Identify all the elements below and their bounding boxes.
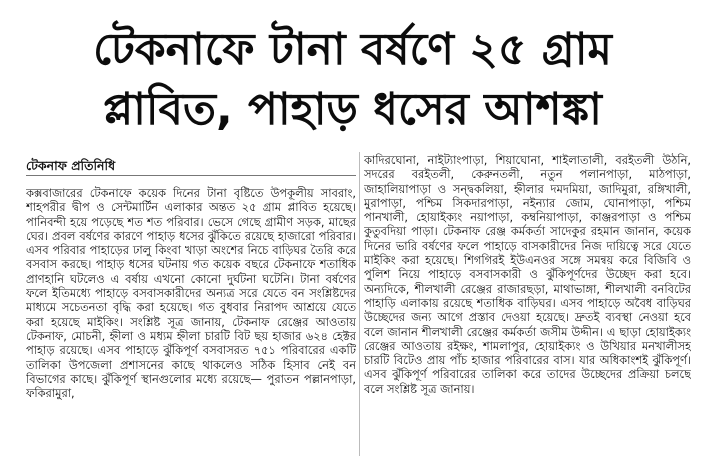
article-text-right: কাদিরঘোনা, নাইট্যাংপাড়া, শিয়াঘোনা, শাইলাতালী, বরইতলী উঠনি, সদরের বরইতলী, কেরুনতলী, নতুন পলানপাড়া, মাঠপাড়া, জাহালিয়াপাড়া ও সন্দ্বকলিয়া, হ্নীলার দমদমিয়া, জাদিমুরা, রঙ্গিখালী, মুরাপাড়া, পশ্চিম সিকদারপাড়া, নইন্যার জোম, ঘোনাপাড়া, পশ্চিম পানখালী, হোয়াইক্যং নয়াপাড়া, কম্বনিয়াপাড়া, কাঞ্জরপাড়া ও পশ্চিম কুতুবদিয়া পাড়া। টেকনাফ রেঞ্জ কর্মকর্তা সাদেকুর রহমান জানান, কয়েক দিনের ভারি বর্ষণের ফলে পাহাড়ে বাসকারীদের নিজ দায়িত্বে সরে যেতে মাইকিং করা হয়েছে। শিগগিরই ইউএনওর সঙ্গে সমন্বয় করে বিজিবি ও পুলিশ নিয়ে পাহাড়ে বসবাসকারী ও ঝুঁকিপূর্ণদের উচ্ছেদ করা হবে। অন্যদিকে, শীলখালী রেঞ্জের রাজারছড়া, মাথাভাঙ্গা, শীলখালী বনবিটের পাহাড়ি এলাকায় রয়েছে শতাধিক বাড়িঘর। এসব পাহাড়ে অবৈধ বাড়িঘর উচ্ছেদের জন্য আগে প্রস্তাব দেওয়া হয়েছে। দ্রুতই ব্যবস্থা নেওয়া হবে বলে জানান শীলখালী রেঞ্জের কর্মকর্তা জসীম উদ্দীন। এ ছাড়া হোয়াইক্যং রেঞ্জের আওতায় রইক্ষং, শামলাপুর, হোয়াইক্যং ও উখিয়ার মনখালীসহ চারটি বিটেও প্রায় পাঁচ হাজার পরিবারের বাস। যার অধিকাংশই ঝুঁকিপূর্ণ। এসব ঝুঁকিপূর্ণ পরিবারের তালিকা করে তাদের উচ্ছেদের প্রক্রিয়া চলছে বলে সংশ্লিষ্ট সূত্র জানায়। (364, 153, 691, 396)
article-text-left: কক্সবাজারের টেকনাফে কয়েক দিনের টানা বৃষ্টিতে উপকূলীয় সাবরাং, শাহপরীর দ্বীপ ও সেন্টমার্টিন এলাকার অন্তত ২৫ গ্রাম প্লাবিত হয়েছে। পানিবন্দী হয়ে পড়েছে শত শত পরিবার। ভেসে গেছে গ্রামীণ সড়ক, মাছের ঘের। প্রবল বর্ষণের কারণে পাহাড় ধসের ঝুঁকিতে রয়েছে হাজারো পরিবার। এসব পরিবার পাহাড়ের ঢালু কিংবা খাড়া অংশের নিচে বাড়িঘর তৈরি করে বসবাস করছে। পাহাড় ধসের ঘটনায় গত কয়েক বছরে টেকনাফে শতাধিক প্রাণহানি ঘটলেও এ বর্ষায় এখনো কোনো দুর্ঘটনা ঘটেনি। টানা বর্ষণের ফলে ইতিমধ্যে পাহাড়ে বসবাসকারীদের অন্যত্র সরে যেতে বন সংশ্লিষ্টদের মাধ্যমে সচেতনতা বৃদ্ধি করা হয়েছে। গত বুধবার নিরাপদ আশ্রয়ে যেতে করা হয়েছে মাইকিং। সংশ্লিষ্ট সূত্র জানায়, টেকনাফ রেঞ্জের আওতায় টেকনাফ, মোচনী, হ্নীলা ও মধ্যম হ্নীলা চারটি বিট ছয় হাজার ৬২৪ হেক্টর পাহাড় রয়েছে। এসব পাহাড়ে ঝুঁকিপূর্ণ বসবাসরত ৭৫১ পরিবারের একটি তালিকা উপজেলা প্রশাসনের কাছে থাকলেও সঠিক হিসাব নেই বন বিভাগের কাছে। ঝুঁকিপূর্ণ স্থানগুলোর মধ্যে রয়েছে— পুরাতন পল্লানপাড়া, ফকিরামুরা, (26, 186, 356, 401)
article-column-right (364, 153, 691, 456)
column-divider (359, 152, 360, 456)
headline (0, 0, 705, 140)
headline-line-1: টেকনাফে টানা বর্ষণে ২৫ গ্রাম (93, 24, 612, 75)
byline-rule (26, 175, 356, 176)
headline-line-2: প্লাবিত, পাহাড় ধসের আশঙ্কা (103, 84, 602, 135)
article-column-left (26, 186, 356, 456)
byline: টেকনাফ প্রতিনিধি (26, 158, 116, 173)
